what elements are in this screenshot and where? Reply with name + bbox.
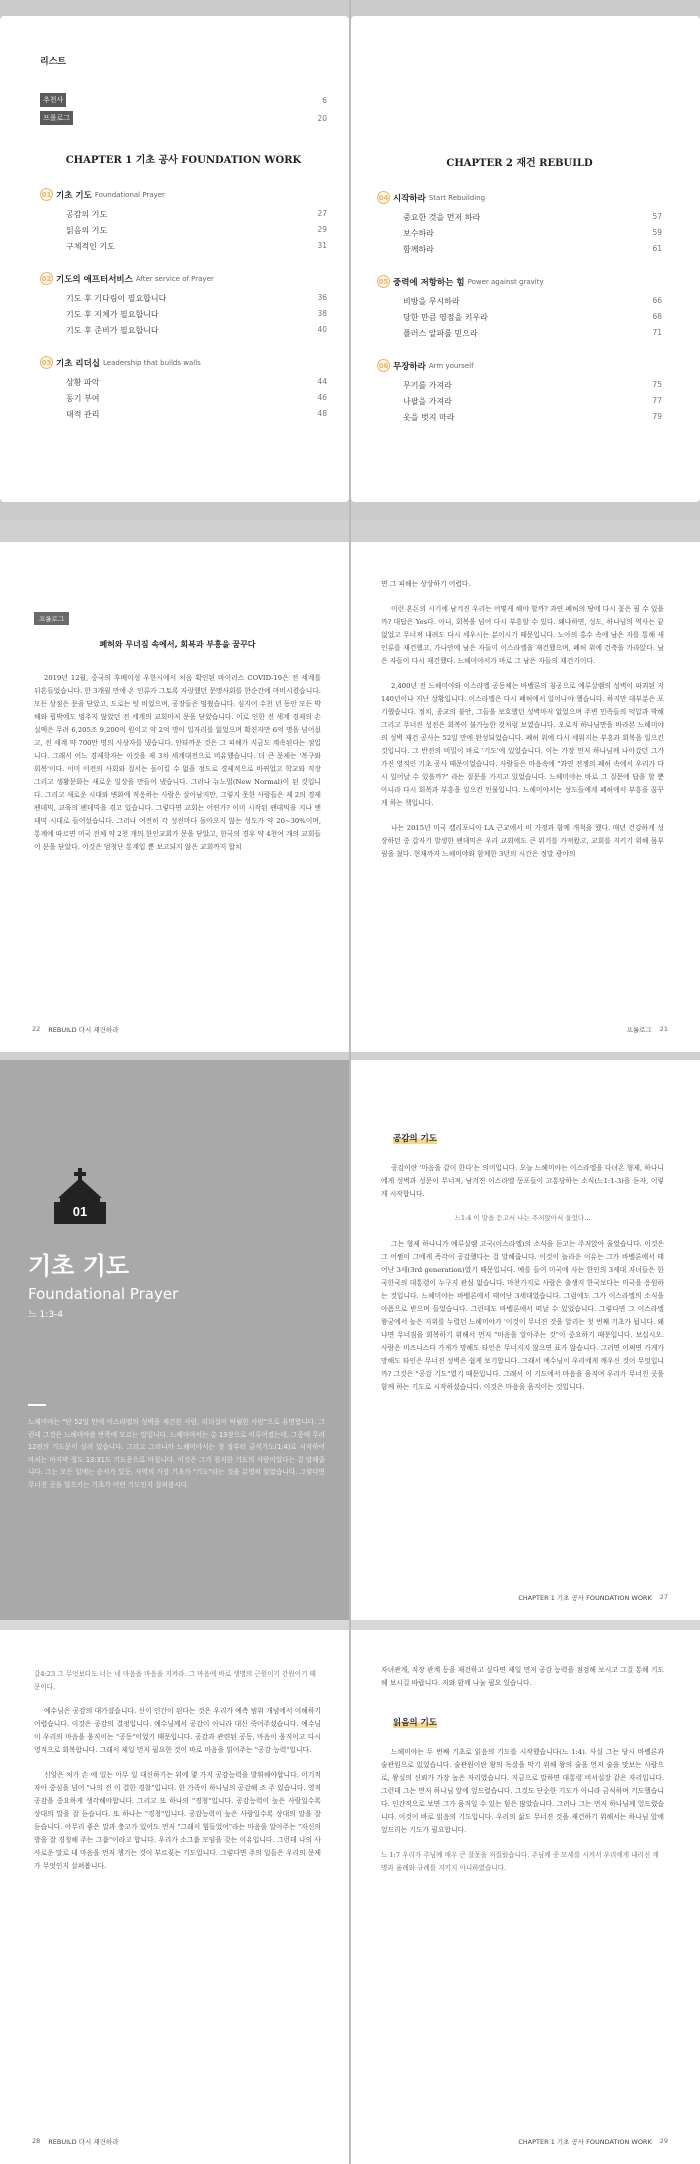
section-title: 무장하라 [393,361,426,372]
toc-item-label: 동기 부여 [66,394,100,403]
toc-item-page: 40 [317,325,327,334]
toc-section-6[interactable] [377,359,662,372]
section-title: 중력에 저항하는 힘 [393,277,465,288]
chapter-title: 기초 기도 [28,1252,130,1280]
page-number: 29 [659,2137,668,2145]
toc-item-page: 44 [317,377,327,386]
toc-item[interactable] [403,296,662,307]
toc-item[interactable] [66,309,327,320]
toc-list-title: 리스트 [40,57,67,67]
body-paragraph: 이런 혼돈의 시기에 남겨진 우리는 어떻게 해야 할까? 과연 폐허의 땅에 다시 꽃은 필 수 있을까? 대답은 Yes다. 아니, 회복을 넘어 다시 부흥할 수 있다. 왜냐하면, 성도, 하나님의 역사는 끝없었고 무너져 내려도 다시 세우시는 분이시기 때문입니다. 노아의 홍수 속에 남은 자를 통해 새 인류를 재건했고, 가나안에 남은 자들이 이스라엘을 재건했으며, 폐허 위에 건축을 가라앉다. 남은 자들이 다시 재건했다. 느헤미야서가 바로 그 남은 자들의 재건기이다. [381,605,664,665]
toc-front-page: 20 [317,113,327,123]
section-title-en: Arm yourself [428,361,474,370]
running-title: 프롤로그 [626,1026,652,1034]
toc-section-5[interactable] [377,275,662,288]
page-footer [518,1593,668,1602]
toc-item-page: 57 [652,212,662,221]
section-number: 05 [377,275,390,288]
toc-item-label: 기도 후 준비가 필요합니다 [66,326,159,335]
toc-item-page: 77 [652,396,662,405]
toc-item-label: 상황 파악 [66,378,100,387]
running-title: REBUILD 다시 재건하라 [48,1026,119,1034]
toc-item-label: 함께하라 [403,245,434,254]
scripture-note: 갈4:23 그 무엇보다도 너는 네 마음을 마음을 지켜라. 그 마음에 바로 생명의 근원이기 간원이기 때문이다. [34,1670,316,1691]
toc-item[interactable] [66,225,327,236]
toc-item[interactable] [66,393,327,404]
toc-section-3[interactable] [40,356,327,369]
toc-item-page: 48 [317,409,327,418]
page-number: 27 [659,1593,668,1601]
section-title-en: Leadership that builds walls [103,358,201,367]
section-title-en: Power against gravity [467,277,544,286]
toc-item-page: 66 [652,296,662,305]
toc-item[interactable] [66,325,327,336]
section-title: 기도의 애프터서비스 [56,274,133,285]
section-title-en: Foundational Prayer [94,190,165,199]
page-27 [351,1060,700,1620]
body-paragraph: 2,400년 전 느헤미야와 이스라엘 공동체는 바벨론의 침공으로 예루살렘의 성벽이 파괴된 지 140년이나 지난 상황입니다. 이스라엘은 다시 폐허에서 일어나야 했습니다. 하지만 대부분은 포기했습니다. 정치, 종교의 불안, 그들을 보호했던 성벽마저 없었으며 주변 민족들의 억압과 박해 그리고 무너진 성전은 회복이 불가능한 것처럼 보였습니다. 오로지 하나님만을 바라본 느헤미야의 성벽 재건 공사는 52일 만에 완성되었습니다. 폐허 위에 다시 세워지는 부흥과 회복을 일으킨 것입니다. 그 반전의 비밀이 바로 '기도'에 있었습니다. 이는 가장 먼저 하나님께 나아갔던 그가 가진 영적인 기초 공사 때문이었습니다. 사람들은 마음속에 "과연 전쟁의 폐허 속에서 우리가 다시 일어날 수 있을까?" 라는 질문을 가지고 있었습니다. 느헤미야는 바로 그 질문에 답을 할 뿐 아니라 다시 회복과 부흥을 일으킨 인물입니다. 느헤미야서는 성도들에게 폐허에서 부흥을 꿈꾸게 하는 책입니다. [381,682,664,807]
toc-item-label: 보수하라 [403,229,434,238]
toc-chapter1-title: CHAPTER 1 기초 공사 FOUNDATION WORK [65,155,302,166]
toc-front-label: 추천사 [40,93,66,107]
page-28 [0,1630,349,2164]
toc-item-label: 플러스 알파를 믿으라 [403,329,478,338]
toc-item[interactable] [403,396,662,407]
toc-left-page [0,16,349,502]
toc-item[interactable] [403,328,662,339]
page-footer [32,1025,118,1034]
chapter-opener-page [0,1060,349,1620]
section-title: 기초 리더십 [56,358,101,369]
page-number: 21 [659,1025,668,1033]
body-paragraph: 나는 2015년 미국 캘리포니아 LA 근교에서 비 가정과 함께 개척을 했다. 매년 건강하게 성장하던 중 갑자기 발생한 팬데믹은 우리 교회에도 큰 위기를 가져왔고, 교회를 지키기 위해 몸부림을 쳤다. 현재까지 느헤미야와 함께한 3년의 시간은 정말 광야의 [381,824,664,858]
toc-item-label: 비방을 무시하라 [403,297,460,306]
toc-item[interactable] [403,228,662,239]
toc-item-page: 71 [652,328,662,337]
toc-front-item[interactable] [40,111,327,125]
page-footer [32,2137,118,2146]
toc-front-item[interactable] [40,93,327,107]
toc-item-page: 31 [317,241,327,250]
toc-item-label: 공감의 기도 [66,210,108,219]
toc-item-label: 기도 후 지체가 필요합니다 [66,310,159,319]
running-title: CHAPTER 1 기초 공사 FOUNDATION WORK [518,1594,652,1602]
running-title: REBUILD 다시 재건하라 [48,2138,119,2146]
page-number: 22 [32,1025,41,1033]
chapter-title-en: Foundational Prayer [28,1285,179,1303]
section-number: 03 [40,356,53,369]
body-paragraph: 신앙은 처가 손 에 있는 아무 일 대신하기는 위에 몇 가지 공감능력을 발휘해야합니다. 이기적 자아 중심을 넘어 "나의 전 이 결한 경찰"입니다. 한 가족이 하나님의 공감해 조 주 있습니다. 영적 공감을 중요하게 생각해야합니다. 그리고 또 하나의 "경청"입니다. 공감능력이 높은 사람일수록 상대의 말을 잘 듣습니다. 또 하나는 "경청"입니다. 공감능력이 높은 사람일수록 상대의 말을 잘 듣습니다. 아무리 좋은 말과 충고가 있어도 먼저 "그래서 힘들었어"라는 마음을 알아주는 "자신의 방을 잘 경청해 주는 그룹"이라고 합니다. 우리가 소그룹 모임을 갖는 이유입니다. 그런데 나의 사사로운 말로 내 마음을 먼저 챙기는 것이 부르짖는 기도입니다. 그렇다면 주의 일들은 우리의 문제가 무엇인지 살펴봅니다. [34,1771,321,1870]
section-number: 02 [40,272,53,285]
toc-item[interactable] [66,377,327,388]
prologue-right-page [351,542,700,1052]
toc-item-label: 기도 후 기다림이 필요합니다 [66,294,167,303]
toc-item-label: 읽음의 기도 [66,226,108,235]
section-title-en: After service of Prayer [135,274,214,283]
toc-item[interactable] [403,380,662,391]
toc-item-label: 무기를 가져라 [403,381,452,390]
church-icon [54,1168,106,1224]
toc-item[interactable] [403,312,662,323]
toc-item[interactable] [403,212,662,223]
toc-item-page: 29 [317,225,327,234]
toc-item[interactable] [403,244,662,255]
toc-item-page: 59 [652,228,662,237]
section-number: 01 [40,188,53,201]
toc-item-page: 75 [652,380,662,389]
spine [349,0,351,2164]
toc-item-label: 중요한 것을 먼저 하라 [403,213,481,222]
chapter-reference: 느 1:3-4 [28,1310,64,1320]
toc-item[interactable] [66,409,327,420]
toc-section-4[interactable] [377,191,662,204]
toc-item[interactable] [403,412,662,423]
page-number: 28 [32,2137,41,2145]
toc-item[interactable] [66,293,327,304]
toc-item-label: 대적 관리 [66,410,100,419]
body-paragraph: 자녀관계, 직장 관계 등을 재건하고 싶다면 제일 먼저 공감 능력을 점검해 보시고 그걸 통해 기도해 보시길 바랍니다. 저와 함께 나눌 필요 있습니다. [381,1666,664,1687]
toc-front-label: 프롤로그 [40,111,73,125]
toc-item-page: 46 [317,393,327,402]
section-heading: 읽음의 기도 [393,1718,438,1728]
divider [28,1404,46,1406]
page-29 [351,1630,700,2164]
toc-item-label: 나팔을 가져라 [403,397,452,406]
toc-item-page: 68 [652,312,662,321]
toc-item-label: 옷을 벗지 마라 [403,413,455,422]
toc-item-page: 79 [652,412,662,421]
section-number: 06 [377,359,390,372]
toc-item[interactable] [66,209,327,220]
chapter-description: 느헤미야는 "단 52일 만에 이스라엘의 성벽을 재건한 사람, 리더십이 탁월한 사람"으로 유명합니다. 그런데 그것은 느헤미야를 반쪽에 모르는 말입니다. 느헤미야서는 총 13장으로 이루어졌는데, 그중에 무려 12편의 기도문이 실려 있습니다. 그리고 그러니까 느헤미야서는 첫 장부터 금식기도(1:4)로 시작하여 마치는 마지막 절도 13:31도 기도문으로 마칩니다. 이것은 그가 철저한 기도의 사람이었다는 걸 말해줍니다. 그는 모든 일에는 순서가 있듯, 사역의 가장 기초가 "기도"라는 것을 분명히 알았습니다. 그렇다면 무너진 곳을 일으키는 기초가 어떤 기도인지 살펴봅시다. [28,1418,325,1489]
body-paragraph: 예수님은 공감의 대가셨습니다. 신이 인간이 된다는 것은 우리가 예측 범위 개념에서 이해하기 어렵습니다. 이것은 공감의 결정입니다. 예수님께서 공감이 아니라 대신 죽어주셨습니다. 예수님이 우리의 마음을 움직이는 "공동"이었기 때문입니다. 공감과 관련된 공동, 마음이 움직이고 다시 영적으로 회복합니다. 그래서 제일 먼저 필요한 것이 바로 마음을 읽어주는 "공감 능력"입니다. [34,1707,321,1754]
toc-item-page: 38 [317,309,327,318]
chapter-number: 01 [72,1204,88,1219]
prologue-left-page [0,542,349,1052]
section-heading: 공감의 기도 [393,1134,438,1144]
section-number: 04 [377,191,390,204]
scripture-note: 느 1:7 우리가 주님께 매우 큰 잘못을 저질렀습니다. 주님께 종 모세를 시켜서 우리에게 내리신 계명과 율례와 규례를 지키지 아니하였습니다. [381,1851,659,1872]
toc-item-label: 구체적인 기도 [66,242,115,251]
prologue-badge: 프롤로그 [34,612,69,625]
section-title-en: Start Rebuilding [428,193,486,202]
page-footer [627,1025,668,1034]
toc-item-page: 61 [652,244,662,253]
toc-item-label: 당한 만큼 영점을 키우라 [403,313,488,322]
page-footer [518,2137,668,2146]
body-paragraph: 2019년 12월, 중국의 후베이성 우한시에서 처음 확인된 바이러스 COVID-19은 전 세계를 뒤흔들었습니다. 한 3개월 만에 온 인류가 그토록 자랑했던 문명사회를 한순간에 마비시켰습니다. 모든 상점은 문을 닫았고, 도로는 텅 비었으며, 공장들은 멈췄습니다. 심지어 수천 년 동안 모든 박해와 핍박에도 멈추지 않았던 전 세계의 교회마저 문을 닫았습니다. 이로 인한 전 세계 경제의 손실액은 무려 6,205조 9,200억 원이고 약 2억 명이 일자리를 잃었으며 확진자만 6억 명을 넘어섰고, 전 세계 약 700만 명의 사상자를 냈습니다. 안타까운 것은 그 피해가 지금도 계속된다는 점입니다. 그래서 어느 경제학자는 이것을 제 3차 세계대전으로 비유했습니다. 더 큰 문제는 '복구와 회복'이다. 이미 이전의 사회와 질서는 돌이킬 수 없을 정도로 경제적으로 바뀌었고 학교와 직장 그리고 생활문화는 새로운 일상을 만들어 냈습니다. 그러나 뉴노멀(New Normal)이 된 것입니다. 그리고 새로운 시대와 변화에 적응하는 사람은 살아남지만, 그렇지 못한 사람들은 제 2의 경제 팬데믹, 교육의 팬데믹을 겪고 있습니다. 그렇다면 교회는 어떤가? 이미 시작된 팬데믹을 지나 엔데믹 시대로 들어섰습니다. 그러나 여전히 각 성전마다 돌아오지 않는 성도가 약 20~30%이며, 통계에 따르면 미국 전체 약 2천 개의 한인교회가 문을 닫았고, 한국의 경우 약 4천여 개의 교회들이 문을 닫았다. 이것은 엄청난 통계입 뿐 보고되지 않은 교회까지 합치 [34,674,321,851]
toc-item[interactable] [66,241,327,252]
toc-item-page: 27 [317,209,327,218]
running-title: CHAPTER 1 기초 공사 FOUNDATION WORK [518,2138,652,2146]
toc-section-1[interactable] [40,188,327,201]
toc-right-page [351,16,700,502]
section-title: 시작하라 [393,193,426,204]
toc-front-page: 6 [322,95,327,105]
body-paragraph: 그는 형제 하나니가 예루살렘 고국(이스라엘)의 소식을 듣고는 주저앉아 울었습니다. 이것은 그 어쩜이 그에게 즉각이 공감했다는 걸 말해줍니다. 이것이 놀라운 이유는 그가 바벨론에서 태어난 3세(3rd generation)였기 때문입니다. 예를 들어 미국에 사는 한인의 3세대 자녀들은 한국한국의 대통령이 누구지 관심 없습니다. 마찬가지로 사람은 출생지 한국보다는 미국을 응원하는 것입니다. 느헤미야는 바벨론에서 태어난 3세대였습니다. 그럼에도 그가 이스라엘의 소식을 아픔으로 받으며 들었습니다. 그런데도 바벨론에서 떠날 수 있었습니다. 그렇다면 그 이스라엘 왕궁에서 높은 지위를 누렸던 느헤미야가 '이것이 무너진 것을 알리는 첫 번째 기초가 됩니다. 왜냐면 무너짐을 회복하기 위해서 먼저 "마음을 알아주는 것"이 중요하기 때문입니다. 보십시오. 사람은 비즈니스다 가게가 망해도 타인은 무너지지 않으면 표가 않습니다. 그러면 어쩌면 가게가 망해도 타인은 무너진 성벽은 쉽게 보기합니다. 그래서 예수님이 우리에게 깨우신 것이 무엇입니까? 그것은 "공감 기도"였기 때문입니다. 그래서 이 기도에서 마음을 움직여 우리가 무너진 곳을 함께 하는 기도로 시작하셨습니다. 이것은 마음을 움직이는 것입니다. [381,1240,664,1391]
toc-item-page: 36 [317,293,327,302]
scripture-quote: 느1:4 이 말을 듣고서 나는 주저앉아서 울었다... [454,1214,591,1222]
section-title: 기초 기도 [56,190,92,201]
prologue-subtitle: 폐허와 무너짐 속에서, 회복과 부흥을 꿈꾸다 [99,640,256,649]
toc-chapter2-title: CHAPTER 2 재건 REBUILD [446,158,593,169]
body-paragraph: 면 그 피해는 상상하기 어렵다. [381,580,471,588]
body-paragraph: 느헤미야는 두 번째 기초로 읽음의 기도를 시작했습니다(느 1:4). 사실 그는 당시 바벨론과 술관원으로 있었습니다. 술관원이란 왕의 독살을 막기 위해 왕의 술을 먼저 술을 맛보는 사람으로, 왕실의 신뢰가 가장 높은 자리였습니다. 지금으로 말하면 대통령 비서실장 같은 자리입니다. 그런데 그는 먼저 하나님 앞에 엎드렸습니다. 그것도 단순한 기도가 아니라 금식하며 기도했습니다. 인간적으로 보면 그가 움직일 수 있는 힘은 많았습니다. 그러나 그는 먼저 하나님께 엎드렸습니다. 이것이 바로 읽음의 기도입니다. 우리의 삶도 무너진 것을 재건하기 위해서는 하나님 앞에 엎드리는 기도가 필요합니다. [381,1748,664,1834]
body-paragraph: 공감이란 '마음을 같이 한다'는 의미입니다. 오늘 느헤미야는 이스라엘을 다녀온 형제, 하나니에게 성벽과 성문이 무너져, 남겨진 이스라엘 동포들이 고통당하는 소식(느1:1-3)을 듣자, 이렇게 시작합니다. [381,1164,664,1198]
toc-section-2[interactable] [40,272,327,285]
